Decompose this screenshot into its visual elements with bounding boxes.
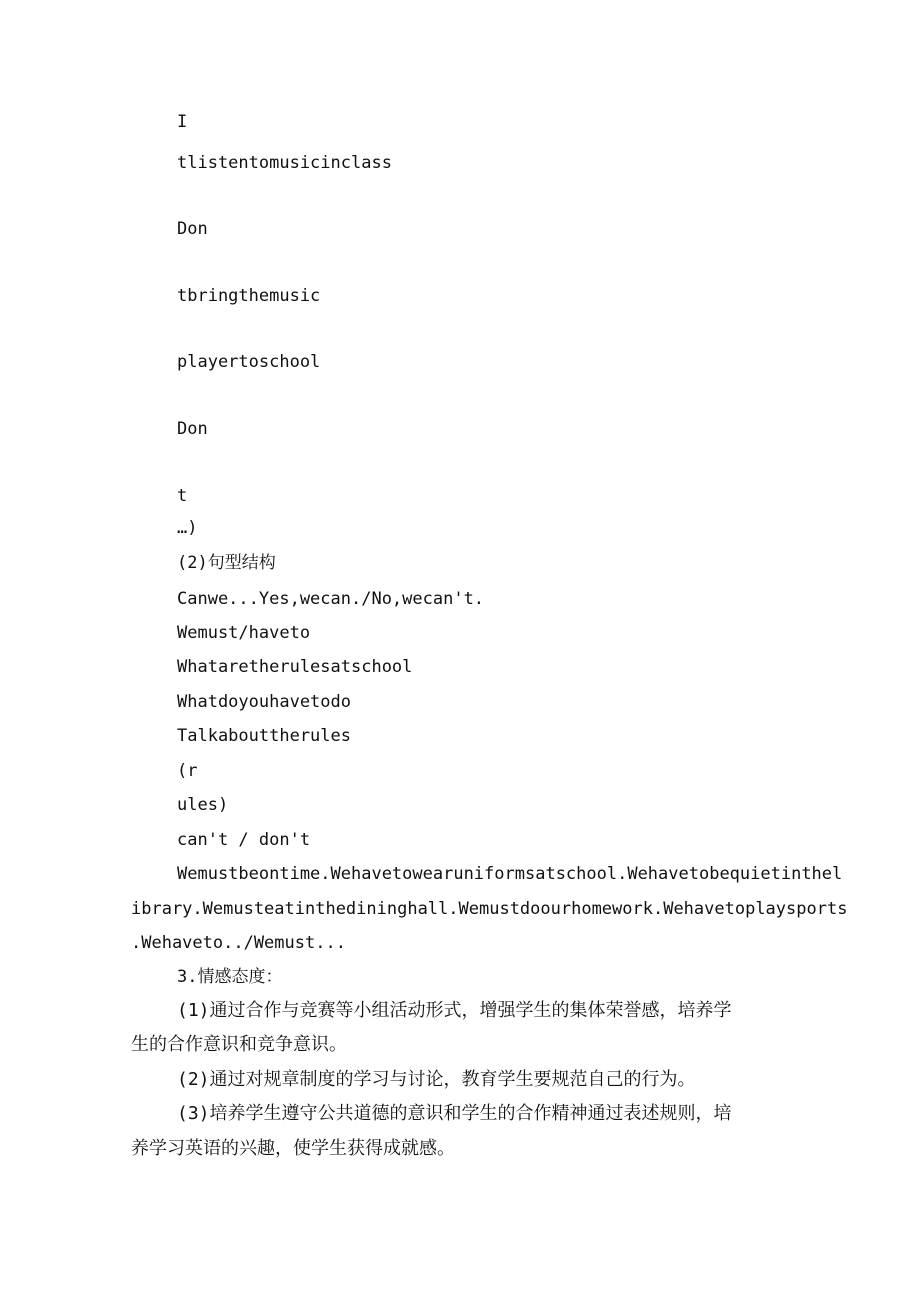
example-line: Wemustbeontime.Wehavetowearuniformsatschool.Wehavetobequietinthel xyxy=(177,864,843,884)
paragraph-line: (3)培养学生遵守公共道德的意识和学生的合作精神通过表述规则，培 xyxy=(177,1103,732,1124)
text-line: t xyxy=(177,486,188,506)
paragraph-line: 养学习英语的兴趣，使学生获得成就感。 xyxy=(131,1138,455,1159)
text-line: Canwe...Yes,wecan./No,wecan't. xyxy=(177,589,485,609)
text-line: tlistentomusicinclass xyxy=(177,153,392,173)
paragraph-line: 生的合作意识和竞争意识。 xyxy=(131,1034,347,1055)
text-line: Don xyxy=(177,219,208,239)
text-line: ules) xyxy=(177,795,229,815)
text-line: Whataretherulesatschool xyxy=(177,657,413,677)
example-line: .Wehaveto../Wemust... xyxy=(131,933,346,953)
text-line: Wemust/haveto xyxy=(177,623,311,643)
text-line: playertoschool xyxy=(177,352,321,372)
text-line: I xyxy=(177,112,188,132)
paragraph-line: (2)通过对规章制度的学习与讨论，教育学生要规范自己的行为。 xyxy=(177,1069,696,1090)
text-line: Don xyxy=(177,419,208,439)
example-line: ibrary.Wemusteatinthedininghall.Wemustdoourhomework.Wehavetoplaysports xyxy=(131,899,848,919)
paragraph-line: (1)通过合作与竞赛等小组活动形式，增强学生的集体荣誉感，培养学 xyxy=(177,1000,732,1021)
text-line: Talkabouttherules xyxy=(177,726,351,746)
text-line: tbringthemusic xyxy=(177,286,321,306)
text-line: can't / don't xyxy=(177,830,311,850)
text-line: …) xyxy=(177,518,198,538)
section-heading: 3.情感态度： xyxy=(177,967,283,987)
text-line: (r xyxy=(177,761,198,781)
subheading: (2)句型结构 xyxy=(177,553,276,573)
text-line: Whatdoyouhavetodo xyxy=(177,692,351,712)
